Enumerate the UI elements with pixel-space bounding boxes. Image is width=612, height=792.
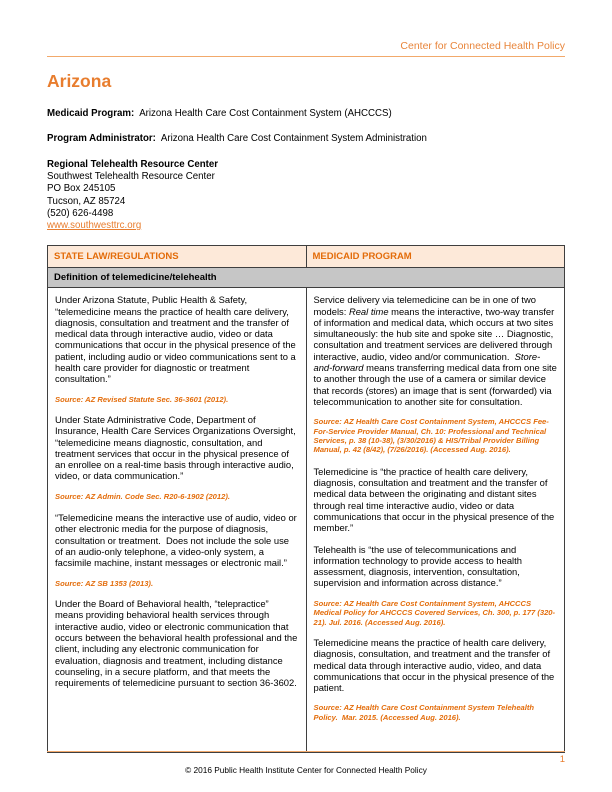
- page-footer: [47, 751, 565, 775]
- program-administrator-value: Arizona Health Care Cost Containment System Administration: [160, 133, 427, 144]
- body-paragraph: “Telemedicine means the interactive use of audio, video or other electronic media for the purpose of diagnosis, consultation or treatment. Does not include the sole use of an audio-only telephone, a video-only system, a facsimile machine, instant messages or electronic mail.”: [55, 512, 297, 569]
- table-content-row: [48, 288, 565, 753]
- resource-center-city: Tucson, AZ 85724: [47, 195, 126, 207]
- table-header-row: [48, 246, 565, 268]
- section-header-row: [48, 268, 565, 288]
- program-administrator-line: [47, 133, 565, 145]
- source-citation: Source: AZ Health Care Cost Containment System, AHCCCS Fee-For-Service Provider Manual, Ch. 10: Professional and Technical Services, p. 38 (10-38), (3/30/2016) & HIS/Tribal Provider Billing Manual, p. 42 (8/42), (7/26/2016). (Accessed Aug. 2016).: [313, 417, 549, 455]
- resource-center-block: [47, 159, 565, 232]
- source-citation: Source: AZ Health Care Cost Containment System Telehealth Policy. Mar. 2015. (Accessed Aug. 2016).: [313, 703, 535, 722]
- footer-rule: [47, 751, 565, 752]
- resource-center-name: Southwest Telehealth Resource Center: [47, 171, 215, 183]
- state-law-cell: [48, 288, 307, 753]
- body-paragraph: Service delivery via telemedicine can be in one of two models: Real time means the interactive, two-way transfer of information and medical data, which occurs at two sites simultaneously: the hub site and spoke site … Diagnostic, consultation and treatment services are delivered through interactive, audio, video and/or communication. Store-and-forward means transferring medical data from one site to another through the use of a camera or similar device that records (stores) an image that is sent (forwarded) via telecommunication to another site for consultation.: [313, 294, 557, 407]
- copyright-text: © 2016 Public Health Institute Center for Connected Health Policy: [185, 765, 427, 775]
- body-paragraph: Under the Board of Behavioral health, “telepractice” means providing behavioral health services through interactive audio, video or electronic communication that occurs between the behavioral health professional and the client, including any electronic communication for evaluation, diagnosis and treatment, including distance counseling, in a secure platform, and that meets the requirements of telemedicine pursuant to section 36-3602.: [55, 598, 298, 689]
- source-citation: Source: AZ Health Care Cost Containment System, AHCCCS Medical Policy for AHCCCS Covered Services, Ch. 300, p. 177 (320-21). Jul. 2016. (Accessed Aug. 2016).: [313, 598, 556, 627]
- body-paragraph: Under State Administrative Code, Department of Insurance, Health Care Services Organizations Oversight, “telemedicine means diagnostic, consultation, and treatment services that occur in the physical presence of an enrollee on a real-time basis through interactive audio, video, or data communication.”: [55, 414, 296, 482]
- page-title: Arizona: [47, 71, 112, 91]
- medicaid-program-line: [47, 108, 565, 120]
- medicaid-program-label: Medicaid Program:: [47, 108, 135, 119]
- column-header-state-law: STATE LAW/REGULATIONS: [48, 246, 307, 268]
- column-header-medicaid-program: MEDICAID PROGRAM: [306, 246, 565, 268]
- body-paragraph: Under Arizona Statute, Public Health & Safety, “telemedicine means the practice of health care delivery, diagnosis, consultation and treatment and the transfer of medical data through interactive audio, video or data communications that occur in the physical presence of the patient, including audio or video communications sent to a health care provider for diagnostic or treatment consultation.”: [55, 294, 296, 385]
- medicaid-program-value: Arizona Health Care Cost Containment System (AHCCCS): [139, 108, 392, 119]
- section-header-definition: Definition of telemedicine/telehealth: [48, 268, 565, 288]
- resource-center-heading: Regional Telehealth Resource Center: [47, 159, 219, 170]
- body-paragraph: Telehealth is “the use of telecommunications and information technology to provide access to health assessment, diagnosis, intervention, consultation, supervision and information across distance.”: [313, 543, 522, 589]
- state-law-medicaid-table: [47, 245, 565, 753]
- source-citation: Source: AZ Revised Statute Sec. 36-3601 (2012).: [55, 394, 229, 404]
- southwesttrc-link[interactable]: www.southwesttrc.org: [47, 220, 142, 232]
- resource-center-pobox: PO Box 245105: [47, 183, 116, 195]
- brand-header: Center for Connected Health Policy: [47, 40, 565, 57]
- body-paragraph: Telemedicine means the practice of health care delivery, diagnosis, consultation, and treatment and the transfer of medical data through interactive audio, video, and data communications that occur in the physical presence of the patient.: [313, 637, 555, 694]
- resource-center-phone: (520) 626-4498: [47, 207, 114, 219]
- program-administrator-label: Program Administrator:: [47, 133, 156, 144]
- source-citation: Source: AZ SB 1353 (2013).: [55, 578, 154, 588]
- medicaid-program-cell: [306, 288, 565, 753]
- source-citation: Source: AZ Admin. Code Sec. R20-6-1902 (2012).: [55, 491, 230, 501]
- body-paragraph: Telemedicine is “the practice of health care delivery, diagnosis, consultation and treatment and the transfer of medical data between the originating and distant sites through real time interactive audio, video or data communications that occur in the physical presence of the member.”: [313, 465, 555, 534]
- page-number: 1: [559, 754, 565, 765]
